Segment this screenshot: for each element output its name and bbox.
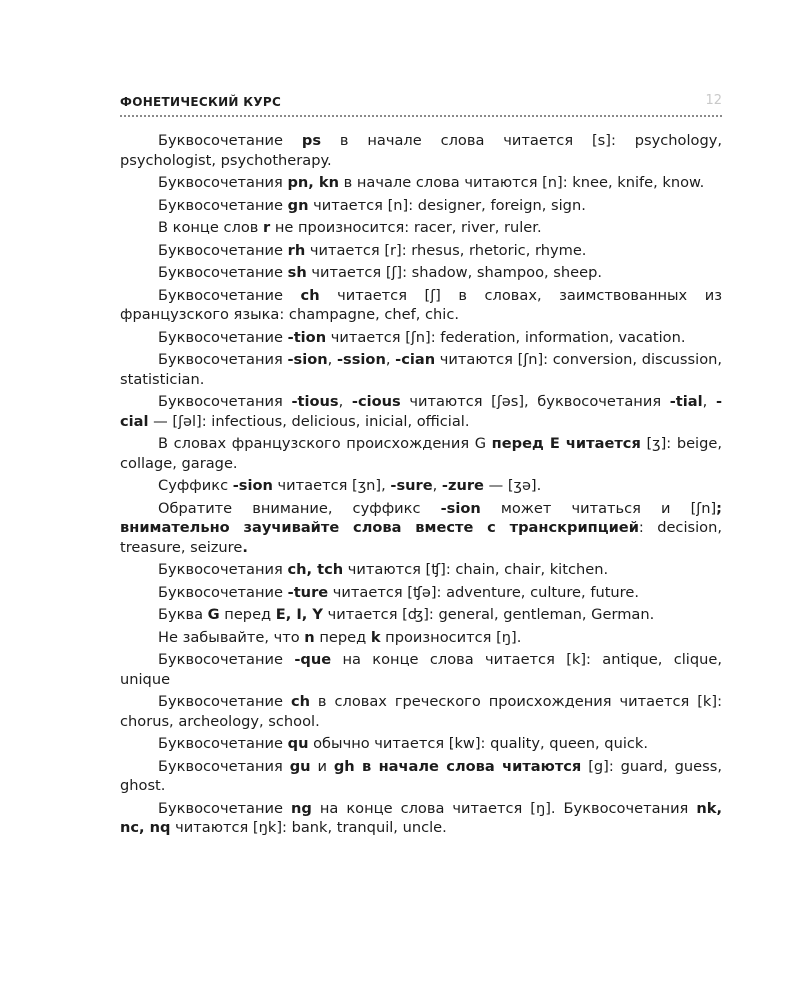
text-run: читается [ʃn]: federation, information, vacation. xyxy=(326,328,686,346)
text-run: — [ʃəl]: infectious, delicious, inicial, official. xyxy=(148,412,470,430)
bold-run: -sion xyxy=(440,499,481,517)
text-run: читаются [ʃn]: conversion, discussion, statistician. xyxy=(120,351,723,388)
bold-run: ng xyxy=(291,799,312,817)
bold-run: k xyxy=(370,628,381,646)
text-run: Буквосочетание xyxy=(158,735,288,752)
bold-run: -ture xyxy=(287,583,329,601)
text-run: , xyxy=(432,477,442,494)
bold-run: -cian xyxy=(395,351,436,368)
text-run: , xyxy=(702,393,716,410)
bold-run: r xyxy=(263,219,271,236)
text-run: в начале слова читается [s]: psychology, psychologist, psychotherapy. xyxy=(120,132,722,169)
text-run: читается [ʧə]: adventure, culture, future. xyxy=(328,583,639,601)
bold-run: -tion xyxy=(287,328,327,346)
paragraph xyxy=(120,628,722,648)
paragraph xyxy=(120,434,722,473)
bold-run: gh в начале слова читаются xyxy=(333,757,582,775)
text-run: читается [ʒn], xyxy=(272,477,391,494)
text-run: Буквосочетание xyxy=(158,693,291,710)
text-run: Буквосочетание xyxy=(158,132,302,149)
bold-run: -sion xyxy=(287,351,328,368)
bold-run: -que xyxy=(294,651,332,668)
text-run: читаются [ŋk]: bank, tranquil, uncle. xyxy=(170,819,447,836)
bold-run: G xyxy=(207,606,220,623)
text-run: читаются [ʃəs], буквосочетания xyxy=(400,393,670,410)
text-run: может читаться и [ʃn] xyxy=(480,499,717,517)
text-run: читается [ʤ]: general, gentleman, German. xyxy=(323,606,655,623)
text-run: на конце слова читается [k]: antique, clique, unique xyxy=(120,651,722,688)
text-run: не произносится: racer, river, ruler. xyxy=(270,219,542,236)
bold-run: gu xyxy=(289,757,311,775)
paragraph xyxy=(120,799,722,838)
paragraph xyxy=(120,734,722,754)
body-text xyxy=(120,131,722,841)
text-run: Буквосочетание xyxy=(158,328,288,346)
bold-run: -ssion xyxy=(336,351,386,368)
text-run: читается [ʃ]: shadow, shampoo, sheep. xyxy=(306,264,602,281)
paragraph xyxy=(120,286,722,325)
text-run: Суффикс xyxy=(158,477,233,494)
paragraph xyxy=(120,131,722,170)
bold-run: ch xyxy=(300,286,320,304)
paragraph xyxy=(120,350,722,389)
bold-run: nk, nc, nq xyxy=(120,799,722,836)
text-run: произносится [ŋ]. xyxy=(380,628,522,646)
paragraph xyxy=(120,263,722,283)
paragraph xyxy=(120,392,722,431)
bold-run: ; внимательно заучивайте слова вместе с транскрипцией xyxy=(120,499,722,536)
bold-run: pn, kn xyxy=(287,174,339,191)
text-run: Буквосочетания xyxy=(158,757,290,775)
text-run: Буквосочетания xyxy=(158,174,288,191)
bold-run: rh xyxy=(287,241,306,259)
bold-run: перед E читается xyxy=(491,435,641,452)
bold-run: qu xyxy=(287,735,309,752)
text-run: и xyxy=(310,757,334,775)
paragraph xyxy=(120,218,722,238)
running-title: ФОНЕТИЧЕСКИЙ КУРС xyxy=(120,95,282,109)
text-run: перед xyxy=(219,606,276,623)
paragraph xyxy=(120,605,722,625)
text-run: Буквосочетание xyxy=(158,651,295,668)
text-run: Буквосочетание xyxy=(158,264,288,281)
text-run: [g]: guard, guess, ghost. xyxy=(120,757,723,794)
text-run: Не забывайте, что xyxy=(158,628,305,646)
text-run: Буквосочетания xyxy=(158,561,288,578)
text-run: Буквосочетание xyxy=(158,583,288,601)
paragraph xyxy=(120,560,722,580)
bold-run: E, I, Y xyxy=(275,606,323,623)
paragraph xyxy=(120,499,722,558)
bold-run: sh xyxy=(287,264,307,281)
text-run: читается [ʃ] в словах, заимствованных из французского языка: champagne, chef, chic. xyxy=(120,286,722,323)
bold-run: -tial xyxy=(669,393,703,410)
paragraph xyxy=(120,241,722,261)
text-run: : decision, treasure, seizure xyxy=(120,519,722,556)
text-run: Буквосочетание xyxy=(158,799,292,817)
bold-run: n xyxy=(304,628,315,646)
paragraph xyxy=(120,476,722,496)
text-run: Обратите внимание, суффикс xyxy=(158,499,441,517)
page-header xyxy=(120,93,722,117)
text-run: В словах французского происхождения G xyxy=(158,435,492,452)
bold-run: -sion xyxy=(232,477,273,494)
bold-run: -cial xyxy=(120,393,722,430)
bold-run: ch xyxy=(290,693,310,710)
text-run: Буква xyxy=(158,606,208,623)
text-run: В конце слов xyxy=(158,219,264,236)
paragraph xyxy=(120,757,722,796)
text-run: на конце слова читается [ŋ]. Буквосочетания xyxy=(311,799,697,817)
text-run: — [ʒə]. xyxy=(483,477,542,494)
text-run: перед xyxy=(314,628,371,646)
text-run: Буквосочетания xyxy=(158,393,292,410)
text-run: , xyxy=(338,393,352,410)
text-run: Буквосочетание xyxy=(158,196,288,214)
page-number: 12 xyxy=(705,93,722,108)
text-run: читается [r]: rhesus, rhetoric, rhyme. xyxy=(305,241,587,259)
text-run: читается [n]: designer, foreign, sign. xyxy=(308,196,586,214)
bold-run: . xyxy=(242,538,248,556)
bold-run: ch, tch xyxy=(287,561,344,578)
text-run: в словах греческого происхождения читается [k]: chorus, archeology, school. xyxy=(120,693,722,730)
paragraph xyxy=(120,650,722,689)
bold-run: -sure xyxy=(390,477,433,494)
text-run: , xyxy=(327,351,337,368)
text-run: Буквосочетание xyxy=(158,286,301,304)
bold-run: -zure xyxy=(441,477,484,494)
bold-run: -cious xyxy=(351,393,401,410)
bold-run: -tious xyxy=(291,393,339,410)
paragraph xyxy=(120,328,722,348)
paragraph xyxy=(120,173,722,193)
bold-run: ps xyxy=(301,132,322,149)
text-run: Буквосочетание xyxy=(158,241,288,259)
paragraph xyxy=(120,692,722,731)
paragraph xyxy=(120,196,722,216)
text-run: обычно читается [kw]: quality, queen, quick. xyxy=(308,735,648,752)
text-run: , xyxy=(385,351,396,368)
text-run: Буквосочетания xyxy=(158,351,288,368)
text-run: [ʒ]: beige, collage, garage. xyxy=(120,435,722,472)
paragraph xyxy=(120,583,722,603)
text-run: в начале слова читаются [n]: knee, knife, know. xyxy=(339,174,705,191)
bold-run: gn xyxy=(287,196,309,214)
text-run: читаются [ʧ]: chain, chair, kitchen. xyxy=(343,561,609,578)
